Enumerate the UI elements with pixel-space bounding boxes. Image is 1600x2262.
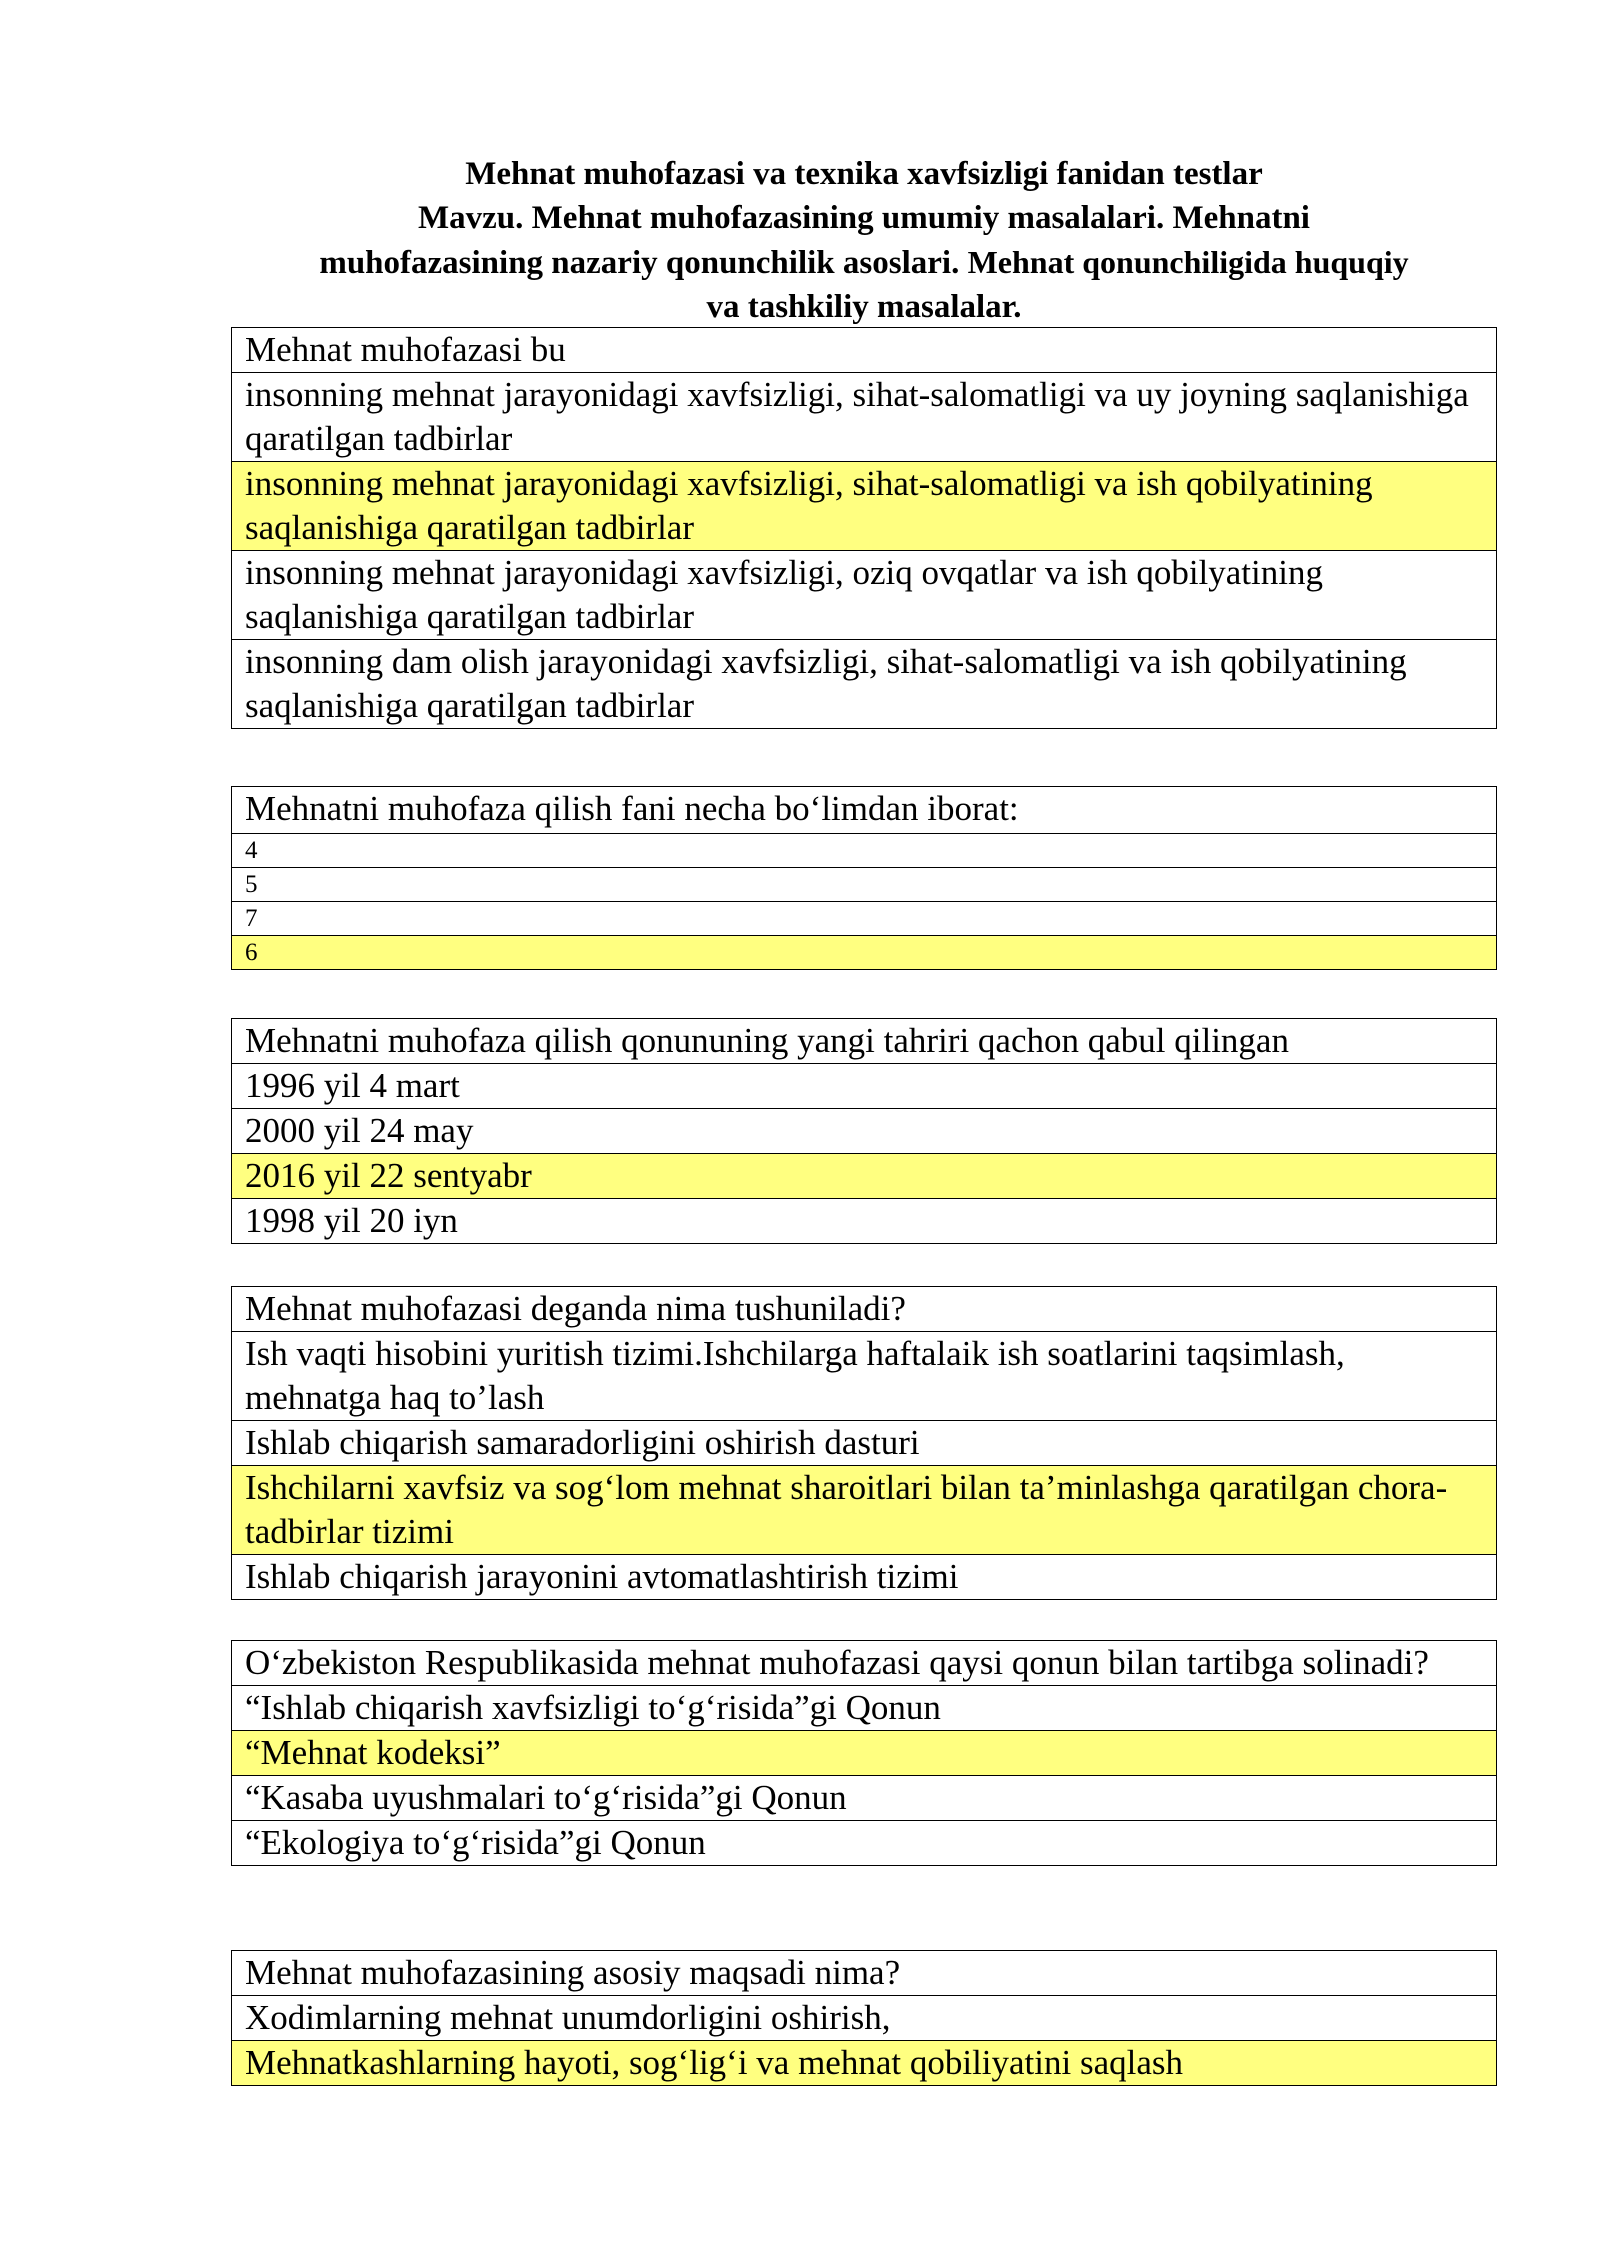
answer-text: Xodimlarning mehnat unumdorligini oshirish,	[232, 1996, 1497, 2041]
answer-row	[232, 1555, 1497, 1600]
answer-text: 2016 yil 22 sentyabr	[232, 1154, 1497, 1199]
question-table-2	[231, 786, 1497, 970]
document-title: Mehnat muhofazasi va texnika xavfsizligi fanidan testlar	[465, 156, 1263, 192]
question-row	[232, 1641, 1497, 1686]
question-text: Mehnat muhofazasi deganda nima tushuniladi?	[232, 1287, 1497, 1332]
question-table-4	[231, 1286, 1497, 1600]
answer-text: “Kasaba uyushmalari to‘g‘risida”gi Qonun	[232, 1776, 1497, 1821]
answer-text: 4	[232, 834, 1497, 868]
topic-line-2-a: muhofazasining nazariy qonunchilik asoslari.	[319, 245, 968, 281]
answer-row-correct	[232, 2041, 1497, 2086]
answer-text: 6	[232, 936, 1497, 970]
answer-row	[232, 551, 1497, 640]
answer-text: insonning mehnat jarayonidagi xavfsizligi, oziq ovqatlar va ish qobilyatining saqlanishiga qaratilgan tadbirlar	[232, 551, 1497, 640]
answer-row	[232, 868, 1497, 902]
answer-text: Ishchilarni xavfsiz va sog‘lom mehnat sharoitlari bilan ta’minlashga qaratilgan chora-tadbirlar tizimi	[232, 1466, 1497, 1555]
answer-row-correct	[232, 936, 1497, 970]
topic-line-1: Mavzu. Mehnat muhofazasining umumiy masalalari. Mehnatni	[418, 200, 1310, 236]
question-table-3	[231, 1018, 1497, 1244]
answer-text: “Ekologiya to‘g‘risida”gi Qonun	[232, 1821, 1497, 1866]
question-row	[232, 328, 1497, 373]
question-text: Mehnat muhofazasining asosiy maqsadi nima?	[232, 1951, 1497, 1996]
question-text: Mehnatni muhofaza qilish fani necha bo‘limdan iborat:	[232, 787, 1497, 834]
question-row	[232, 1287, 1497, 1332]
question-table-5	[231, 1640, 1497, 1866]
question-text: Mehnat muhofazasi bu	[232, 328, 1497, 373]
topic-line-2	[232, 240, 1496, 285]
answer-row	[232, 640, 1497, 729]
answer-row	[232, 902, 1497, 936]
answer-row	[232, 1199, 1497, 1244]
answer-text: Ishlab chiqarish jarayonini avtomatlashtirish tizimi	[232, 1555, 1497, 1600]
answer-row	[232, 1109, 1497, 1154]
topic-line-2-b: Mehnat qonunchiligida huquqiy	[967, 244, 1409, 280]
answer-row	[232, 1776, 1497, 1821]
question-text: Mehnatni muhofaza qilish qonununing yangi tahriri qachon qabul qilingan	[232, 1019, 1497, 1064]
answer-row	[232, 1064, 1497, 1109]
question-table-6	[231, 1950, 1497, 2086]
answer-row-correct	[232, 1466, 1497, 1555]
topic-line-3: va tashkiliy masalalar.	[706, 289, 1022, 325]
document-header	[232, 152, 1496, 329]
question-row	[232, 1019, 1497, 1064]
question-row	[232, 787, 1497, 834]
answer-row	[232, 1332, 1497, 1421]
answer-text: 2000 yil 24 may	[232, 1109, 1497, 1154]
answer-text: insonning mehnat jarayonidagi xavfsizligi, sihat-salomatligi va uy joyning saqlanishiga qaratilgan tadbirlar	[232, 373, 1497, 462]
answer-row	[232, 1821, 1497, 1866]
answer-row	[232, 1996, 1497, 2041]
answer-text: “Ishlab chiqarish xavfsizligi to‘g‘risida”gi Qonun	[232, 1686, 1497, 1731]
answer-text: “Mehnat kodeksi”	[232, 1731, 1497, 1776]
answer-row-correct	[232, 1154, 1497, 1199]
answer-text: Ish vaqti hisobini yuritish tizimi.Ishchilarga haftalaik ish soatlarini taqsimlash, mehnatga haq to’lash	[232, 1332, 1497, 1421]
answer-text: 1996 yil 4 mart	[232, 1064, 1497, 1109]
question-row	[232, 1951, 1497, 1996]
answer-text: 5	[232, 868, 1497, 902]
answer-text: Ishlab chiqarish samaradorligini oshirish dasturi	[232, 1421, 1497, 1466]
answer-row-correct	[232, 462, 1497, 551]
answer-text: 7	[232, 902, 1497, 936]
answer-text: 1998 yil 20 iyn	[232, 1199, 1497, 1244]
answer-row	[232, 834, 1497, 868]
answer-row	[232, 373, 1497, 462]
answer-row	[232, 1686, 1497, 1731]
answer-row	[232, 1421, 1497, 1466]
answer-text: insonning mehnat jarayonidagi xavfsizligi, sihat-salomatligi va ish qobilyatining saqlanishiga qaratilgan tadbirlar	[232, 462, 1497, 551]
answer-text: insonning dam olish jarayonidagi xavfsizligi, sihat-salomatligi va ish qobilyatining saqlanishiga qaratilgan tadbirlar	[232, 640, 1497, 729]
answer-row-correct	[232, 1731, 1497, 1776]
answer-text: Mehnatkashlarning hayoti, sog‘lig‘i va mehnat qobiliyatini saqlash	[232, 2041, 1497, 2086]
question-table-1	[231, 327, 1497, 729]
question-text: O‘zbekiston Respublikasida mehnat muhofazasi qaysi qonun bilan tartibga solinadi?	[232, 1641, 1497, 1686]
